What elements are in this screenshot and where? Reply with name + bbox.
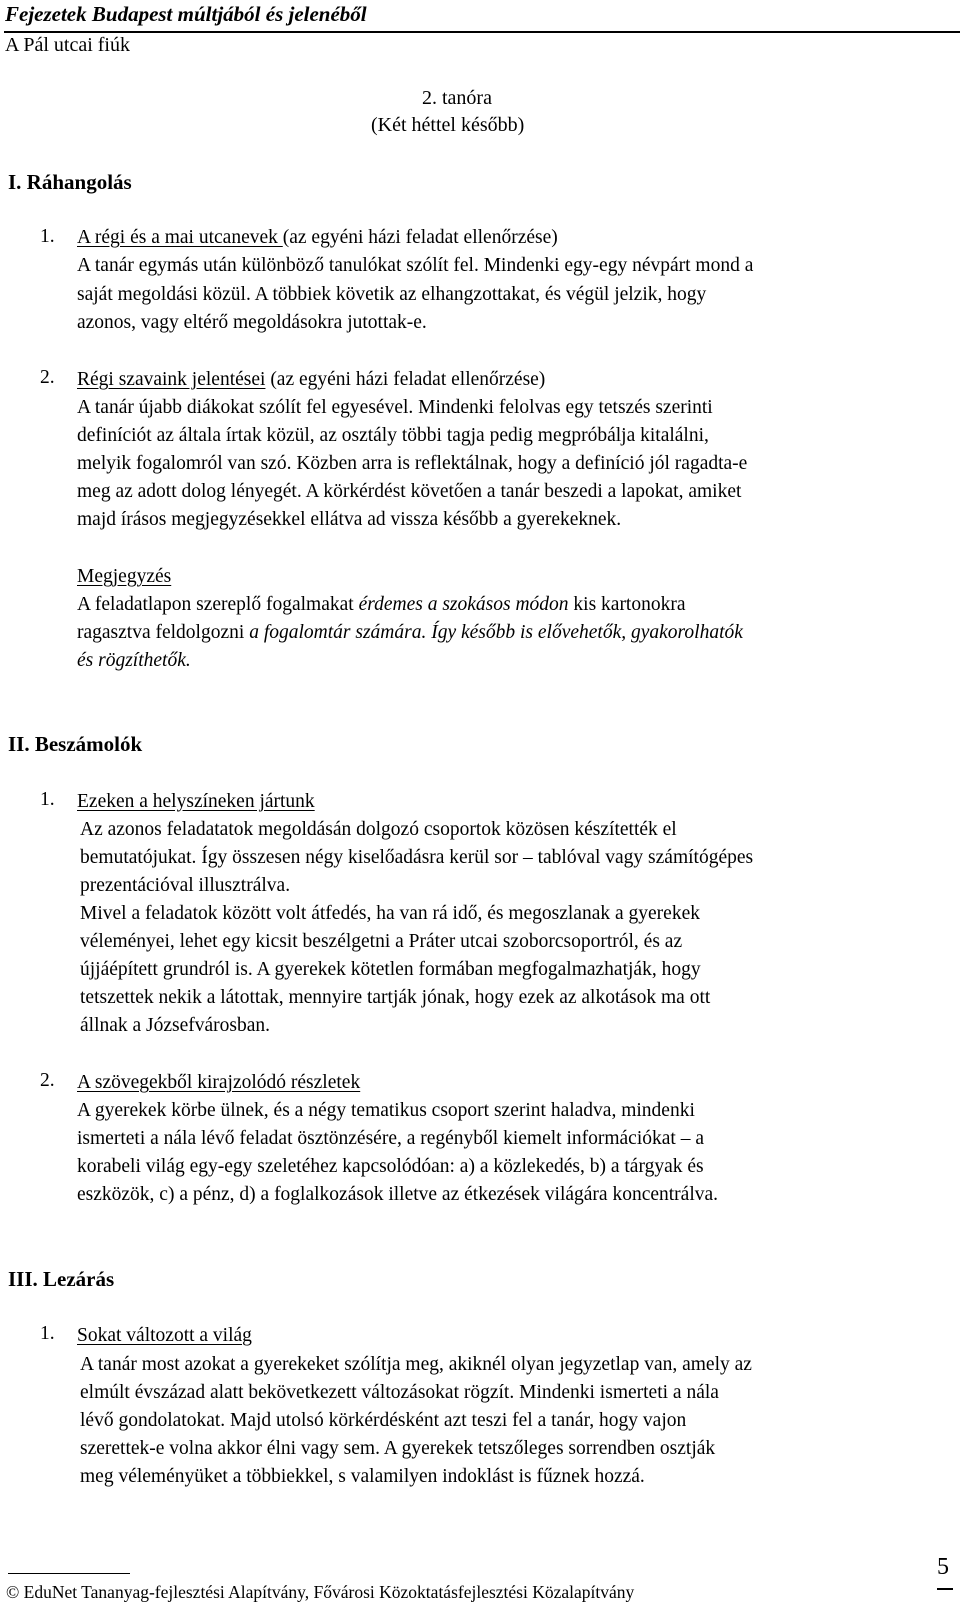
item-title-rest: (az egyéni házi feladat ellenőrzése) [282,227,558,248]
item-number: 2. [40,367,55,388]
item-number: 1. [40,1323,55,1344]
paragraph-line: Az azonos feladatatok megoldásán dolgozó csoportok közösen készítették el [80,819,677,840]
paragraph-line: majd írásos megjegyzésekkel ellátva ad vissza később a gyerekeknek. [77,509,622,530]
paragraph-line: Mivel a feladatok között volt átfedés, ha van rá idő, és megoszlanak a gyerekek [80,903,700,924]
item-number: 2. [40,1070,55,1091]
note-line-2 [77,619,743,647]
header-subtitle: A Pál utcai fiúk [5,34,130,56]
header-title: Fejezetek Budapest múltjából és jelenéből [5,2,367,26]
paragraph-line: meg az adott dolog lényegét. A körkérdést követően a tanár beszedi a lapokat, amiket [77,481,742,502]
paragraph-line: lévő gondolatokat. Majd utolsó körkérdésként azt teszi fel a tanár, hogy vajon [80,1410,687,1431]
note-text-italic: a fogalomtár számára. Így később is elővehetők, gyakorolhatók [249,622,743,643]
section-1-item-2-title [77,366,545,394]
note-title: Megjegyzés [77,566,172,587]
section-3-heading: III. Lezárás [8,1267,115,1291]
note-line-1 [77,591,686,619]
note-text: ragasztva feldolgozni [77,622,250,643]
section-2-heading: II. Beszámolók [8,732,143,756]
paragraph-line: ismerteti a nála lévő feladat ösztönzésére, a regényből kiemelt információkat – a [77,1128,704,1149]
page-number-rule [937,1588,953,1590]
page-number: 5 [937,1554,949,1580]
item-title: A régi és a mai utcanevek [77,227,283,248]
paragraph-line: A tanár egymás után különböző tanulókat szólít fel. Mindenki egy-egy névpárt mond a [77,255,754,276]
paragraph-line: elmúlt évszázad alatt bekövetkezett változásokat rögzít. Mindenki ismerteti a nála [80,1382,719,1403]
paragraph-line: A tanár most azokat a gyerekeket szólítja meg, akiknél olyan jegyzetlap van, amely az [80,1354,752,1375]
paragraph-line: azonos, vagy eltérő megoldásokra jutottak-e. [77,312,427,333]
paragraph-line: eszközök, c) a pénz, d) a foglalkozások illetve az étkezések világára koncentrálva. [77,1184,719,1205]
lesson-number: 2. tanóra [422,87,492,109]
paragraph-line: korabeli világ egy-egy szeletéhez kapcsolódóan: a) a közlekedés, b) a tárgyak és [77,1156,704,1177]
header-rule [4,31,960,33]
paragraph-line: szerettek-e volna akkor élni vagy sem. A gyerekek tetszőleges sorrendben osztják [80,1438,716,1459]
item-title-rest: (az egyéni házi feladat ellenőrzése) [265,369,546,390]
section-1-item-1-title [77,224,558,252]
paragraph-line: melyik fogalomról van szó. Közben arra is reflektálnak, hogy a definíció jól ragadta-e [77,453,748,474]
footer-copyright: © EduNet Tananyag-fejlesztési Alapítvány, Fővárosi Közoktatásfejlesztési Közalapítvány [6,1582,635,1602]
section-3-item-1-title: Sokat változott a világ [77,1325,252,1346]
section-2-item-2-title: A szövegekből kirajzolódó részletek [77,1072,361,1093]
paragraph-line: definíciót az általa írtak közül, az osztály többi tagja pedig megpróbálja kitalálni, [77,425,709,446]
paragraph-line: véleményei, lehet egy kicsit beszélgetni a Práter utcai szoborcsoportról, és az [80,931,683,952]
paragraph-line: meg véleményüket a többiekkel, s valamilyen indoklást is fűznek hozzá. [80,1466,645,1487]
note-text-italic: érdemes a szokásos módon [358,594,569,615]
item-number: 1. [40,789,55,810]
paragraph-line: állnak a Józsefvárosban. [80,1015,271,1036]
paragraph-line: tetszettek nekik a látottak, mennyire tartják jónak, hogy ezek az alkotások ma ott [80,987,711,1008]
item-number: 1. [40,226,55,247]
lesson-note: (Két héttel később) [371,114,525,136]
section-2-item-1-title: Ezeken a helyszíneken jártunk [77,791,315,812]
paragraph-line: A tanár újabb diákokat szólít fel egyesével. Mindenki felolvas egy tetszés szerinti [77,397,713,418]
item-title: Régi szavaink jelentései [77,369,266,390]
note-text: kis kartonokra [568,594,686,615]
footer-rule [8,1573,130,1574]
note-line-3: és rögzíthetők. [77,650,191,671]
paragraph-line: újjáépített grundról is. A gyerekek kötetlen formában megfogalmazhatják, hogy [80,959,701,980]
paragraph-line: saját megoldási közül. A többiek követik az elhangzottakat, és végül jelzik, hogy [77,284,707,305]
section-1-heading: I. Ráhangolás [8,170,132,194]
paragraph-line: A gyerekek körbe ülnek, és a négy tematikus csoport szerint haladva, mindenki [77,1100,695,1121]
note-text: A feladatlapon szereplő fogalmakat [77,594,359,615]
paragraph-line: bemutatójukat. Így összesen négy kiselőadásra kerül sor – tablóval vagy számítógépes [80,847,754,868]
paragraph-line: prezentációval illusztrálva. [80,875,291,896]
